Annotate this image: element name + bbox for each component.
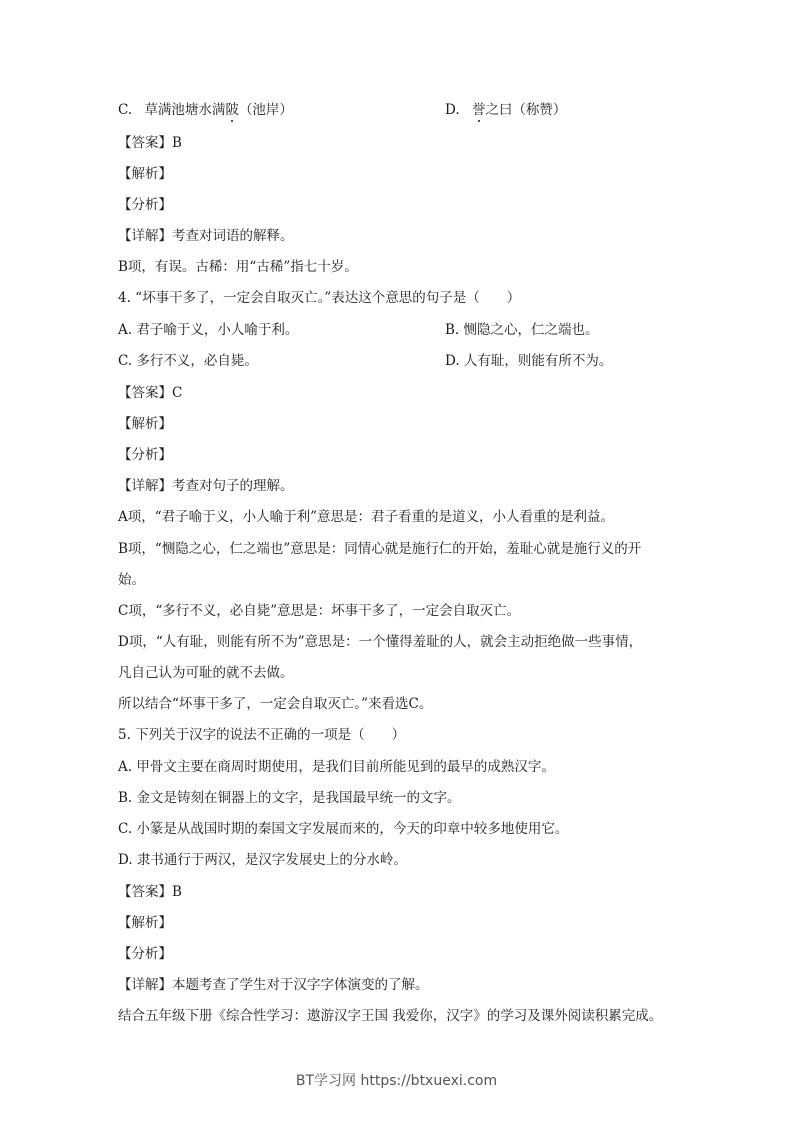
q5-fenxi-heading: 【分析】 (118, 946, 172, 962)
q4-detail-line: D项，“人有耻，则能有所不为”意思是：一个懂得羞耻的人，就会主动拒绝做一些事情， (118, 634, 643, 650)
q5-detail-line: 结合五年级下册《综合性学习：遨游汉字王国 我爱你，汉字》的学习及课外阅读积累完成。 (118, 1008, 663, 1024)
q3-answer: 【答案】B (118, 135, 182, 151)
q4-fenxi-heading: 【分析】 (118, 447, 172, 463)
q4-detail-line: 始。 (118, 572, 145, 588)
q4-detail-line: C项，“多行不义，必自毙”意思是：坏事干多了，一定会自取灭亡。 (118, 603, 521, 619)
q3-xiangjie: 【详解】考查对词语的解释。 (118, 228, 294, 244)
q5-option-c: C. 小篆是从战国时期的秦国文字发展而来的，今天的印章中较多地使用它。 (118, 821, 569, 837)
option-letter: D. (445, 102, 460, 118)
option-text: 草满池塘水满 (144, 102, 226, 118)
q4-xiangjie: 【详解】考查对句子的理解。 (118, 478, 294, 494)
emphasis-dot-char: 陂 (225, 102, 239, 118)
q4-answer: 【答案】C (118, 385, 183, 401)
q3-fenxi-heading: 【分析】 (118, 197, 172, 213)
q5-xiangjie: 【详解】本题考查了学生对于汉字字体演变的了解。 (118, 977, 429, 993)
q5-jiexi-heading: 【解析】 (118, 915, 172, 931)
q5-option-a: A. 甲骨文主要在商周时期使用，是我们目前所能见到的最早的成熟汉字。 (118, 759, 555, 775)
q4-stem: 4. “坏事干多了，一定会自取灭亡。”表达这个意思的句子是（ ） (118, 290, 521, 306)
option-gloss: （池岸） (238, 102, 293, 118)
q4-conclusion: 所以结合“坏事干多了，一定会自取灭亡。”来看选C。 (118, 696, 433, 712)
q4-option-b: B. 恻隐之心，仁之端也。 (445, 322, 599, 338)
q4-option-a: A. 君子喻于义，小人喻于利。 (118, 322, 299, 338)
option-gloss: 之曰（称赞） (485, 102, 567, 118)
q4-jiexi-heading: 【解析】 (118, 416, 172, 432)
q5-option-d: D. 隶书通行于两汉，是汉字发展史上的分水岭。 (118, 852, 407, 868)
footer-watermark: BT学习网 https://btxuexi.com (295, 1073, 498, 1089)
emphasis-dot-char: 誉 (471, 102, 486, 118)
q5-answer: 【答案】B (118, 884, 182, 900)
q4-detail-line: 凡自己认为可耻的就不去做。 (118, 665, 294, 681)
q4-option-c: C. 多行不义，必自毙。 (118, 353, 258, 369)
q5-stem: 5. 下列关于汉字的说法不正确的一项是（ ） (118, 727, 406, 743)
q4-detail-line: A项，“君子喻于义，小人喻于利”意思是：君子看重的是道义，小人看重的是利益。 (118, 509, 615, 525)
q3-jiexi-heading: 【解析】 (118, 166, 172, 182)
q3-detail-line: B项，有误。古稀：用“古稀”指七十岁。 (118, 259, 358, 275)
q3-option-c (118, 101, 293, 119)
q4-detail-line: B项，“恻隐之心，仁之端也”意思是：同情心就是施行仁的开始，羞耻心就是施行义的开 (118, 541, 642, 557)
q5-option-b: B. 金文是铸刻在铜器上的文字，是我国最早统一的文字。 (118, 790, 461, 806)
option-letter: C. (118, 102, 133, 118)
q4-option-d: D. 人有耻，则能有所不为。 (445, 353, 613, 369)
q3-option-d (445, 101, 566, 119)
